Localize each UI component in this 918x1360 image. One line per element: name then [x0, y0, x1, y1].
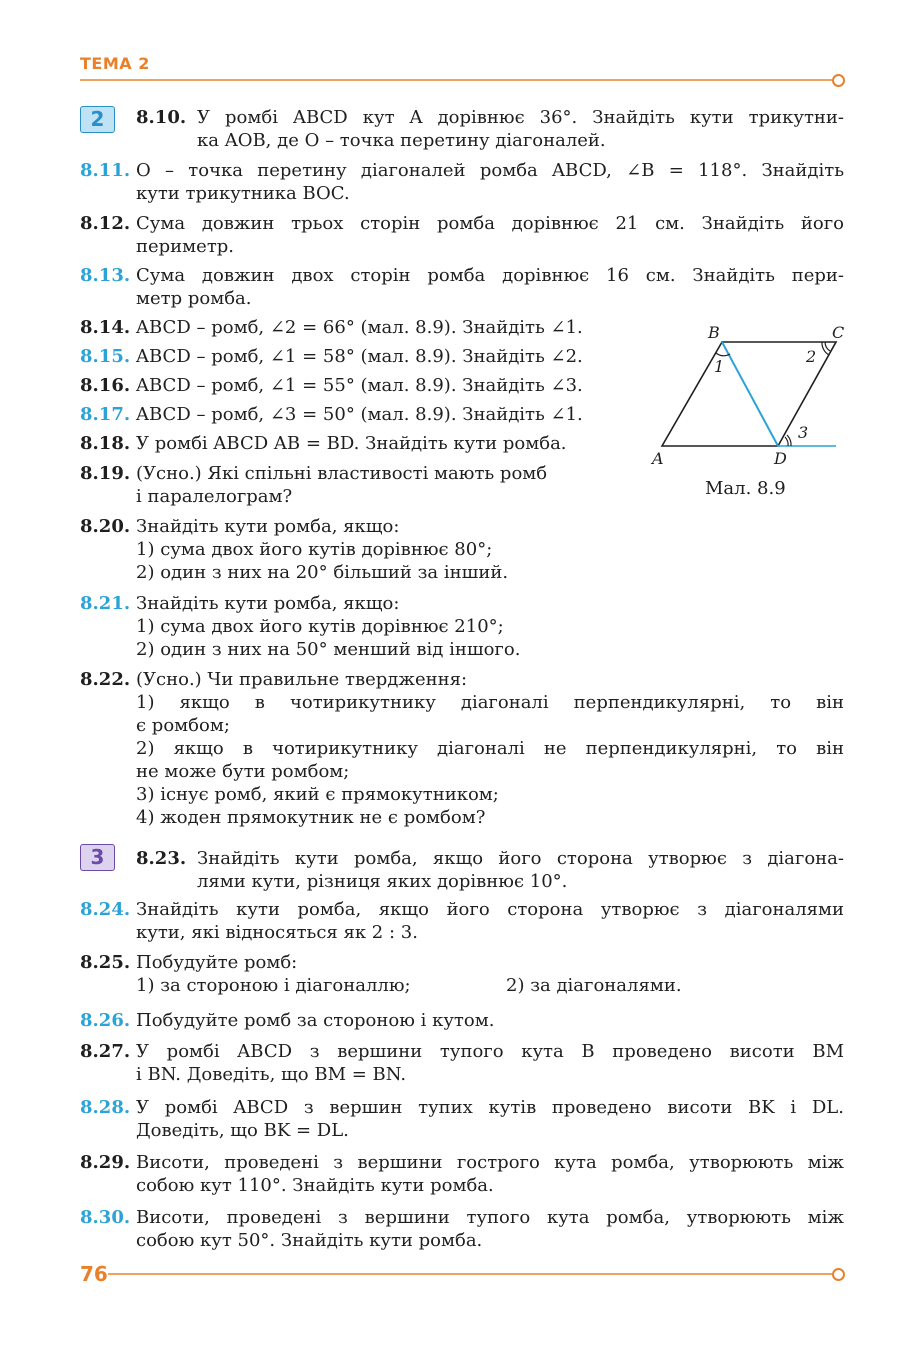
problem-8-26 [80, 1009, 844, 1032]
angle-1-label: 1 [714, 357, 725, 376]
problem-number: 8.13. [80, 265, 131, 286]
problem-line: 1) сума двох його кутів дорівнює 80°; [136, 539, 493, 560]
problem-number: 8.16. [80, 375, 131, 396]
problem-number: 8.19. [80, 463, 131, 484]
vertex-b-label: B [708, 323, 720, 342]
problem-line: Сума довжин двох сторін ромба дорівнює 16 см. Знайдіть пери- [136, 265, 844, 286]
problem-line: Знайдіть кути ромба, якщо: [136, 593, 400, 614]
problem-line: У ромбі ABCD кут A дорівнює 36°. Знайдіть кути трикутни- [197, 107, 844, 128]
angle-3-label: 3 [798, 423, 809, 442]
problem-number: 8.23. [136, 848, 187, 869]
problem-line: Знайдіть кути ромба, якщо: [136, 516, 400, 537]
problem-number: 8.29. [80, 1152, 131, 1173]
problem-8-23 [80, 847, 844, 893]
problem-line: є ромбом; [136, 715, 230, 736]
problem-line: Доведіть, що BK = DL. [136, 1120, 349, 1141]
problem-line: 2) за діагоналями. [506, 975, 682, 996]
problem-number: 8.28. [80, 1097, 131, 1118]
problem-line: Побудуйте ромб: [136, 952, 298, 973]
problem-line: Побудуйте ромб за стороною і кутом. [136, 1010, 495, 1031]
problem-line: кути, які відносяться як 2 : 3. [136, 922, 418, 943]
problem-line: метр ромба. [136, 288, 252, 309]
diagonal-bd [722, 342, 778, 446]
problem-number: 8.30. [80, 1207, 131, 1228]
header-rule [80, 79, 832, 81]
problem-8-14 [80, 316, 632, 339]
problem-line: 1) сума двох його кутів дорівнює 210°; [136, 616, 504, 637]
problem-line: і паралелограм? [136, 486, 293, 507]
problem-line: Висоти, проведені з вершини тупого кута ромба, утворюють між [136, 1207, 844, 1228]
problem-8-10 [80, 106, 844, 152]
problem-number: 8.14. [80, 317, 131, 338]
angle-2-arc-inner [825, 342, 830, 351]
difficulty-level-3-badge: 3 [80, 844, 115, 871]
page-number: 76 [80, 1262, 108, 1286]
problem-8-19 [80, 462, 632, 508]
problem-8-16 [80, 374, 632, 397]
problem-8-22 [80, 668, 844, 829]
problem-line: (Усно.) Які спільні властивості мають ромб [136, 463, 548, 484]
problem-8-15 [80, 345, 632, 368]
angle-3-arc-inner [785, 437, 788, 446]
problem-8-12 [80, 212, 844, 258]
problem-number: 8.12. [80, 213, 131, 234]
problem-8-27 [80, 1040, 844, 1086]
problem-line: Висоти, проведені з вершини гострого кута ромба, утворюють між [136, 1152, 844, 1173]
problem-line: 2) один з них на 50° менший від іншого. [136, 639, 521, 660]
header-rule-end-circle [832, 74, 845, 87]
problem-line: 2) якщо в чотирикутнику діагоналі не перпендикулярні, то він [136, 738, 844, 759]
problem-number: 8.20. [80, 516, 131, 537]
vertex-d-label: D [774, 449, 787, 468]
vertex-a-label: A [652, 449, 664, 468]
problem-8-17 [80, 403, 632, 426]
problem-number: 8.27. [80, 1041, 131, 1062]
problem-line: 3) існує ромб, який є прямокутником; [136, 784, 499, 805]
problem-line: (Усно.) Чи правильне твердження: [136, 669, 468, 690]
problem-number: 8.17. [80, 404, 131, 425]
problem-8-29 [80, 1151, 844, 1197]
problem-line: Сума довжин трьох сторін ромба дорівнює 21 см. Знайдіть його [136, 213, 844, 234]
problem-line: Знайдіть кути ромба, якщо його сторона утворює з діагона- [197, 848, 844, 869]
problem-line: і BN. Доведіть, що BM = BN. [136, 1064, 407, 1085]
topic-header: ТЕМА 2 [80, 54, 150, 73]
problem-line: периметр. [136, 236, 235, 257]
problem-line: не може бути ромбом; [136, 761, 350, 782]
problem-number: 8.25. [80, 952, 131, 973]
problem-8-18 [80, 432, 632, 455]
problem-line: ABCD – ромб, ∠1 = 55° (мал. 8.9). Знайдіть ∠3. [136, 375, 583, 396]
problem-line: 2) один з них на 20° більший за інший. [136, 562, 509, 583]
problem-line: Знайдіть кути ромба, якщо його сторона утворює з діагоналями [136, 899, 844, 920]
problem-line: собою кут 110°. Знайдіть кути ромба. [136, 1175, 494, 1196]
problem-line: ка AOB, де O – точка перетину діагоналей. [197, 130, 606, 151]
angle-2-label: 2 [806, 347, 817, 366]
problem-number: 8.18. [80, 433, 131, 454]
figure-rhombus-diagram [650, 322, 850, 502]
problem-number: 8.26. [80, 1010, 131, 1031]
problem-line: У ромбі ABCD AB = BD. Знайдіть кути ромба. [136, 433, 567, 454]
problem-8-21 [80, 592, 844, 661]
problem-line: ABCD – ромб, ∠2 = 66° (мал. 8.9). Знайдіть ∠1. [136, 317, 583, 338]
problem-8-11 [80, 159, 844, 205]
problem-number: 8.21. [80, 593, 131, 614]
problem-line: O – точка перетину діагоналей ромба ABCD, ∠B = 118°. Знайдіть [136, 160, 844, 181]
figure-caption: Мал. 8.9 [705, 478, 786, 499]
problem-line: лями кути, різниця яких дорівнює 10°. [197, 871, 568, 892]
problem-number: 8.15. [80, 346, 131, 367]
problem-line: 1) якщо в чотирикутнику діагоналі перпендикулярні, то він [136, 692, 844, 713]
problem-8-30 [80, 1206, 844, 1252]
problem-line: 1) за стороною і діагоналлю; [136, 975, 411, 996]
problem-line: У ромбі ABCD з вершини тупого кута B проведено висоти BM [136, 1041, 844, 1062]
footer-rule-end-circle [832, 1268, 845, 1281]
difficulty-level-2-badge: 2 [80, 106, 115, 133]
problem-8-24 [80, 898, 844, 944]
problem-8-20 [80, 515, 844, 584]
problem-line: кути трикутника BOC. [136, 183, 350, 204]
problem-line: ABCD – ромб, ∠1 = 58° (мал. 8.9). Знайдіть ∠2. [136, 346, 583, 367]
problem-line: собою кут 50°. Знайдіть кути ромба. [136, 1230, 483, 1251]
problem-number: 8.11. [80, 160, 131, 181]
vertex-c-label: C [832, 323, 845, 342]
problem-line: У ромбі ABCD з вершин тупих кутів проведено висоти BK і DL. [136, 1097, 844, 1118]
problem-line: 4) жоден прямокутник не є ромбом? [136, 807, 486, 828]
problem-number: 8.10. [136, 107, 187, 128]
problem-number: 8.24. [80, 899, 131, 920]
problem-8-25 [80, 951, 844, 997]
problem-number: 8.22. [80, 669, 131, 690]
problem-8-13 [80, 264, 844, 310]
problem-8-28 [80, 1096, 844, 1142]
footer-rule [108, 1273, 832, 1275]
problem-line: ABCD – ромб, ∠3 = 50° (мал. 8.9). Знайдіть ∠1. [136, 404, 583, 425]
